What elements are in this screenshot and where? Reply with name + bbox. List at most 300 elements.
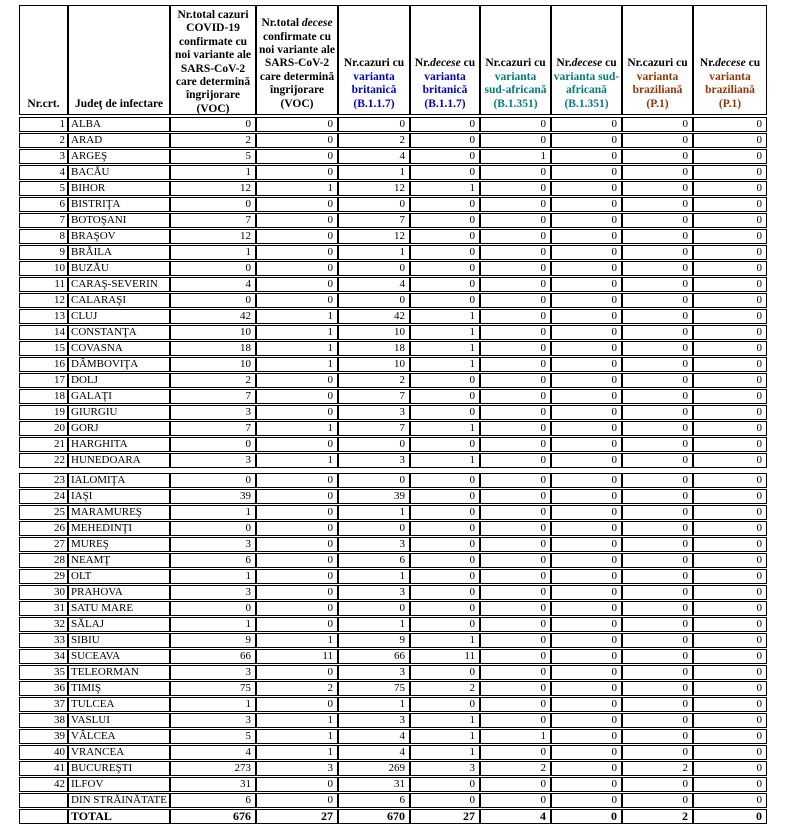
row-county: SATU MARE <box>68 601 170 616</box>
row-county: SUCEAVA <box>68 649 170 664</box>
row-value: 0 <box>551 197 622 212</box>
row-value: 0 <box>256 697 338 712</box>
row-value: 0 <box>551 325 622 340</box>
header-line: noi variante ale <box>258 43 336 56</box>
row-value: 0 <box>551 341 622 356</box>
row-value: 4 <box>170 745 256 760</box>
row-value: 0 <box>693 229 767 244</box>
row-value: 9 <box>170 633 256 648</box>
row-value: 0 <box>693 729 767 744</box>
row-value: 0 <box>693 309 767 324</box>
row-value: 0 <box>622 181 693 196</box>
row-county: ARAD <box>68 133 170 148</box>
row-value: 3 <box>170 453 256 468</box>
header-line: varianta <box>424 70 466 83</box>
row-value: 0 <box>693 261 767 276</box>
row-value: 0 <box>256 569 338 584</box>
row-value: 0 <box>622 505 693 520</box>
row-value: 0 <box>622 245 693 260</box>
table-row <box>19 745 767 760</box>
table-row <box>19 149 767 164</box>
row-value: 0 <box>256 149 338 164</box>
row-number: 30 <box>19 585 68 600</box>
header-line: (B.1.351) <box>493 97 538 110</box>
row-value: 0 <box>410 261 480 276</box>
row-value: 6 <box>170 553 256 568</box>
row-county: GORJ <box>68 421 170 436</box>
row-value: 0 <box>410 245 480 260</box>
row-county: GIURGIU <box>68 405 170 420</box>
row-value: 0 <box>410 165 480 180</box>
row-value: 0 <box>551 229 622 244</box>
row-number: 29 <box>19 569 68 584</box>
row-number: 11 <box>19 277 68 292</box>
row-value: 0 <box>622 149 693 164</box>
row-value: 0 <box>622 713 693 728</box>
row-value: 42 <box>170 309 256 324</box>
header-line: care determină <box>259 70 335 83</box>
table-row <box>19 117 767 132</box>
header-line: confirmate cu <box>262 30 332 43</box>
row-value: 0 <box>410 117 480 132</box>
row-value: 0 <box>410 229 480 244</box>
row-value: 1 <box>256 341 338 356</box>
row-value: 0 <box>480 521 551 536</box>
row-county: TULCEA <box>68 697 170 712</box>
row-value: 27 <box>410 809 480 824</box>
row-value: 1 <box>410 729 480 744</box>
row-value: 0 <box>622 617 693 632</box>
row-value: 1 <box>410 713 480 728</box>
row-county: BISTRIŢA <box>68 197 170 212</box>
row-value: 0 <box>622 293 693 308</box>
row-number: 3 <box>19 149 68 164</box>
row-value: 0 <box>551 729 622 744</box>
row-number: 34 <box>19 649 68 664</box>
row-number: 33 <box>19 633 68 648</box>
row-value: 66 <box>338 649 410 664</box>
row-number: 32 <box>19 617 68 632</box>
row-value: 66 <box>170 649 256 664</box>
row-value: 7 <box>170 389 256 404</box>
header-county-label: Judeţ de infectare <box>75 97 163 110</box>
row-number: 10 <box>19 261 68 276</box>
table-row <box>19 809 767 824</box>
row-value: 0 <box>480 697 551 712</box>
row-value: 0 <box>622 277 693 292</box>
row-value: 0 <box>480 133 551 148</box>
row-value: 0 <box>622 389 693 404</box>
row-value: 0 <box>551 745 622 760</box>
row-value: 6 <box>338 793 410 808</box>
row-value: 0 <box>693 697 767 712</box>
row-value: 0 <box>410 665 480 680</box>
header-line: (B.1.1.7) <box>353 97 395 110</box>
row-value: 6 <box>338 553 410 568</box>
row-value: 0 <box>480 261 551 276</box>
row-value: 0 <box>256 197 338 212</box>
row-value: 0 <box>256 293 338 308</box>
row-value: 0 <box>622 229 693 244</box>
table-row <box>19 521 767 536</box>
row-value: 0 <box>551 601 622 616</box>
row-county: BACĂU <box>68 165 170 180</box>
row-value: 0 <box>551 373 622 388</box>
row-value: 0 <box>551 149 622 164</box>
row-value: 0 <box>480 197 551 212</box>
row-value: 39 <box>338 489 410 504</box>
row-number: 41 <box>19 761 68 776</box>
header-line: braziliană <box>632 84 683 97</box>
table-row <box>19 633 767 648</box>
row-value: 0 <box>170 601 256 616</box>
row-value: 0 <box>551 453 622 468</box>
row-value: 0 <box>256 617 338 632</box>
table-row <box>19 553 767 568</box>
row-value: 2 <box>256 681 338 696</box>
row-value: 1 <box>338 617 410 632</box>
row-value: 0 <box>256 601 338 616</box>
row-number: 2 <box>19 133 68 148</box>
table-row <box>19 229 767 244</box>
row-value: 0 <box>551 585 622 600</box>
row-number: 12 <box>19 293 68 308</box>
row-county: BOTOŞANI <box>68 213 170 228</box>
row-value: 0 <box>551 537 622 552</box>
row-value: 0 <box>622 601 693 616</box>
row-value: 0 <box>693 681 767 696</box>
row-value: 0 <box>170 293 256 308</box>
table-row <box>19 405 767 420</box>
row-value: 0 <box>480 437 551 452</box>
table-header <box>19 5 767 115</box>
row-value: 0 <box>410 293 480 308</box>
row-number: 42 <box>19 777 68 792</box>
row-value: 0 <box>338 521 410 536</box>
row-value: 0 <box>256 117 338 132</box>
row-value: 1 <box>480 729 551 744</box>
row-value: 0 <box>622 585 693 600</box>
row-value: 1 <box>410 181 480 196</box>
row-value: 0 <box>693 777 767 792</box>
row-value: 10 <box>170 357 256 372</box>
row-value: 0 <box>480 473 551 488</box>
header-line: Nr.cazuri cu <box>343 57 405 70</box>
row-value: 0 <box>480 505 551 520</box>
header-line: (VOC) <box>280 97 314 110</box>
row-value: 0 <box>480 553 551 568</box>
header-col-nr <box>19 5 68 115</box>
row-value: 1 <box>256 745 338 760</box>
row-value: 0 <box>551 389 622 404</box>
row-value: 0 <box>256 277 338 292</box>
row-county: BUCUREŞTI <box>68 761 170 776</box>
row-value: 0 <box>256 521 338 536</box>
table-row <box>19 245 767 260</box>
row-value: 0 <box>480 489 551 504</box>
row-value: 1 <box>256 357 338 372</box>
row-value: 0 <box>622 793 693 808</box>
row-value: 0 <box>480 293 551 308</box>
table-row <box>19 585 767 600</box>
row-value: 0 <box>256 473 338 488</box>
row-value: 0 <box>410 505 480 520</box>
row-value: 0 <box>410 617 480 632</box>
row-value: 0 <box>693 293 767 308</box>
table-row <box>19 133 767 148</box>
row-county: BRĂILA <box>68 245 170 260</box>
row-value: 0 <box>480 309 551 324</box>
row-value: 0 <box>693 405 767 420</box>
header-line: care determină <box>175 76 251 89</box>
row-value: 1 <box>170 569 256 584</box>
table-row <box>19 601 767 616</box>
row-value: 3 <box>338 405 410 420</box>
row-value: 7 <box>170 213 256 228</box>
row-number: 35 <box>19 665 68 680</box>
row-value: 0 <box>551 793 622 808</box>
row-value: 3 <box>338 453 410 468</box>
row-value: 0 <box>480 601 551 616</box>
row-value: 0 <box>480 665 551 680</box>
row-county: HUNEDOARA <box>68 453 170 468</box>
row-value: 0 <box>622 437 693 452</box>
row-value: 7 <box>338 389 410 404</box>
header-line: africană <box>566 84 607 97</box>
row-number: 26 <box>19 521 68 536</box>
header-line: (P.1) <box>718 97 742 110</box>
row-value: 1 <box>410 325 480 340</box>
table-row <box>19 761 767 776</box>
row-value: 0 <box>551 437 622 452</box>
table-row <box>19 181 767 196</box>
table-row <box>19 357 767 372</box>
row-value: 0 <box>551 505 622 520</box>
row-number: 1 <box>19 117 68 132</box>
row-value: 0 <box>338 437 410 452</box>
row-value: 0 <box>551 213 622 228</box>
table-row <box>19 437 767 452</box>
row-value: 0 <box>693 633 767 648</box>
row-value: 0 <box>622 117 693 132</box>
variants-table <box>19 5 767 825</box>
row-value: 0 <box>693 665 767 680</box>
row-value: 2 <box>338 373 410 388</box>
row-value: 0 <box>256 437 338 452</box>
row-county: SĂLAJ <box>68 617 170 632</box>
row-value: 0 <box>551 293 622 308</box>
row-value: 0 <box>170 437 256 452</box>
table-row <box>19 729 767 744</box>
row-value: 0 <box>622 341 693 356</box>
row-value: 9 <box>338 633 410 648</box>
header-col-british-cases <box>338 5 410 115</box>
row-value: 0 <box>410 197 480 212</box>
row-value: 0 <box>480 181 551 196</box>
row-value: 0 <box>256 489 338 504</box>
table-row <box>19 489 767 504</box>
row-value: 5 <box>170 149 256 164</box>
row-value: 0 <box>480 229 551 244</box>
row-number: 6 <box>19 197 68 212</box>
row-value: 2 <box>622 809 693 824</box>
row-value: 0 <box>622 453 693 468</box>
row-value: 0 <box>693 245 767 260</box>
row-value: 0 <box>551 181 622 196</box>
row-number: 15 <box>19 341 68 356</box>
row-county: ARGEŞ <box>68 149 170 164</box>
row-number: 31 <box>19 601 68 616</box>
row-number: 14 <box>19 325 68 340</box>
row-value: 0 <box>622 537 693 552</box>
row-value: 39 <box>170 489 256 504</box>
header-col-southafrican-cases <box>480 5 551 115</box>
header-line: (B.1.1.7) <box>424 97 466 110</box>
row-value: 0 <box>551 261 622 276</box>
header-line: varianta sud- <box>553 70 620 83</box>
row-value: 0 <box>551 165 622 180</box>
row-value: 0 <box>693 601 767 616</box>
row-value: 0 <box>410 521 480 536</box>
header-line: Nr.cazuri cu <box>485 57 546 70</box>
row-value: 1 <box>338 505 410 520</box>
row-value: 27 <box>256 809 338 824</box>
row-value: 42 <box>338 309 410 324</box>
row-value: 10 <box>170 325 256 340</box>
table-row <box>19 373 767 388</box>
header-line: Nr.decese cu <box>699 57 761 70</box>
row-value: 0 <box>410 601 480 616</box>
row-value: 0 <box>551 633 622 648</box>
row-county: HARGHITA <box>68 437 170 452</box>
row-value: 1 <box>256 181 338 196</box>
table-row <box>19 681 767 696</box>
row-value: 0 <box>410 473 480 488</box>
row-value: 0 <box>622 489 693 504</box>
row-value: 0 <box>693 373 767 388</box>
row-value: 0 <box>256 213 338 228</box>
row-value: 0 <box>480 777 551 792</box>
header-line: Nr.total decese <box>261 17 333 30</box>
row-county: OLT <box>68 569 170 584</box>
row-value: 0 <box>480 325 551 340</box>
header-line: (P.1) <box>646 97 669 110</box>
table-row <box>19 453 767 468</box>
header-line: Nr.decese cu <box>556 57 617 70</box>
row-value: 2 <box>338 133 410 148</box>
row-value: 0 <box>693 421 767 436</box>
row-value: 0 <box>551 553 622 568</box>
row-value: 0 <box>410 489 480 504</box>
table-row <box>19 325 767 340</box>
row-number: 22 <box>19 453 68 468</box>
row-value: 0 <box>256 389 338 404</box>
row-value: 0 <box>480 245 551 260</box>
row-value: 0 <box>256 777 338 792</box>
row-value: 676 <box>170 809 256 824</box>
row-value: 0 <box>622 649 693 664</box>
row-value: 2 <box>480 761 551 776</box>
row-number <box>19 809 68 824</box>
row-county: BRAŞOV <box>68 229 170 244</box>
header-line: (VOC) <box>196 102 230 115</box>
row-value: 0 <box>622 405 693 420</box>
row-county: CONSTANŢA <box>68 325 170 340</box>
row-value: 0 <box>551 697 622 712</box>
row-value: 1 <box>410 357 480 372</box>
row-value: 0 <box>480 165 551 180</box>
table-row <box>19 277 767 292</box>
row-number: 38 <box>19 713 68 728</box>
row-value: 0 <box>410 777 480 792</box>
row-value: 0 <box>693 473 767 488</box>
table-row <box>19 309 767 324</box>
row-value: 0 <box>480 405 551 420</box>
row-value: 3 <box>338 713 410 728</box>
row-value: 0 <box>256 229 338 244</box>
table-row <box>19 537 767 552</box>
row-value: 0 <box>622 133 693 148</box>
row-value: 0 <box>622 197 693 212</box>
row-value: 0 <box>693 197 767 212</box>
row-value: 1 <box>410 421 480 436</box>
row-value: 0 <box>622 729 693 744</box>
header-line: SARS-CoV-2 <box>264 57 330 70</box>
table-row <box>19 389 767 404</box>
row-value: 7 <box>338 421 410 436</box>
row-value: 0 <box>551 133 622 148</box>
row-county: VASLUI <box>68 713 170 728</box>
row-value: 0 <box>622 473 693 488</box>
row-number: 36 <box>19 681 68 696</box>
row-value: 0 <box>410 585 480 600</box>
row-value: 3 <box>170 713 256 728</box>
row-county: NEAMŢ <box>68 553 170 568</box>
row-value: 12 <box>170 229 256 244</box>
row-value: 5 <box>170 729 256 744</box>
header-line: îngrijorare <box>269 84 325 97</box>
row-value: 0 <box>693 389 767 404</box>
header-col-county <box>68 5 170 115</box>
row-value: 0 <box>693 649 767 664</box>
header-line: (B.1.351) <box>564 97 609 110</box>
table-row <box>19 473 767 488</box>
row-value: 31 <box>338 777 410 792</box>
row-value: 0 <box>170 117 256 132</box>
row-value: 0 <box>256 553 338 568</box>
row-value: 0 <box>480 277 551 292</box>
row-value: 1 <box>338 569 410 584</box>
row-value: 0 <box>480 389 551 404</box>
row-county: DIN STRĂINĂTATE <box>68 793 170 808</box>
header-col-british-deaths <box>410 5 480 115</box>
row-value: 0 <box>622 777 693 792</box>
row-number: 24 <box>19 489 68 504</box>
row-county: TELEORMAN <box>68 665 170 680</box>
row-value: 273 <box>170 761 256 776</box>
row-value: 0 <box>256 405 338 420</box>
row-county: CLUJ <box>68 309 170 324</box>
row-value: 0 <box>410 213 480 228</box>
row-value: 0 <box>256 133 338 148</box>
row-value: 18 <box>170 341 256 356</box>
row-value: 0 <box>551 569 622 584</box>
row-value: 0 <box>551 617 622 632</box>
row-county: CALARAŞI <box>68 293 170 308</box>
table-row <box>19 617 767 632</box>
row-value: 0 <box>622 681 693 696</box>
header-line: noi variante ale <box>174 49 252 62</box>
